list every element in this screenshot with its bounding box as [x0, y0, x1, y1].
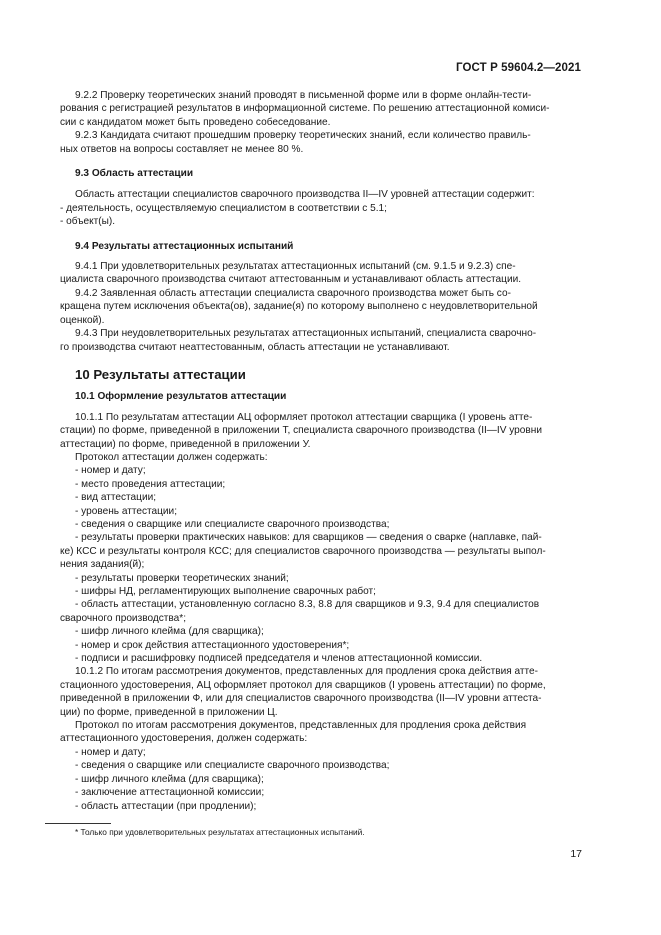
paragraph-9-2-2: 9.2.2 Проверку теоретических знаний проводят в письменной форме или в форме онлайн-тести- — [75, 90, 532, 101]
list-item: - шифр личного клейма (для сварщика); — [75, 773, 264, 785]
paragraph-10-1-2-intro: Протокол по итогам рассмотрения документов, представленных для продления срока действия — [75, 720, 527, 732]
list-item: - заключение аттестационной комиссии; — [75, 787, 265, 799]
footnote: * Только при удовлетворительных результатах аттестационных испытаний. — [75, 827, 365, 837]
paragraph-9-4-3-cont: го производства считают неаттестованным, область аттестации не устанавливают. — [60, 341, 450, 353]
list-item: - номер и срок действия аттестационного удостоверения*; — [75, 639, 350, 651]
paragraph-9-3: Область аттестации специалистов сварочного производства II—IV уровней аттестации содержит: — [75, 189, 535, 201]
paragraph-9-4-2-cont: кращена путем исключения объекта(ов), задание(я) по которому выполнено с неудовлетворительной — [60, 301, 538, 313]
list-item-cont: ке) КСС и результаты контроля КСС; для специалистов сварочного производства — результаты выпол- — [60, 545, 546, 557]
list-item: - шифры НД, регламентирующих выполнение сварочных работ; — [75, 586, 376, 597]
paragraph-9-2-2-cont: рования с регистрацией результатов в информационной системе. По решению аттестационной комиси- — [60, 103, 550, 115]
page-number: 17 — [570, 848, 582, 860]
section-heading-9-4: 9.4 Результаты аттестационных испытаний — [75, 240, 294, 252]
list-item: - уровень аттестации; — [75, 505, 177, 517]
list-item: - подписи и расшифровку подписей председателя и членов аттестационной комиссии. — [75, 653, 483, 665]
list-item-cont: сварочного производства*; — [60, 612, 186, 624]
list-item: - деятельность, осуществляемую специалистом в соответствии с 5.1; — [60, 202, 387, 214]
list-item-cont: нения задания(й); — [60, 559, 145, 571]
section-heading-10-1: 10.1 Оформление результатов аттестации — [75, 391, 287, 403]
paragraph-10-1-2: 10.1.2 По итогам рассмотрения документов, представленных для продления срока действия атте- — [75, 666, 539, 678]
section-heading-9-3: 9.3 Область аттестации — [75, 168, 194, 180]
paragraph-9-2-3-cont: ных ответов на вопросы составляет не менее 80 %. — [60, 143, 304, 155]
paragraph-9-4-3: 9.4.3 При неудовлетворительных результатах аттестационных испытаний, специалиста сварочно- — [75, 328, 537, 340]
list-item: - вид аттестации; — [75, 492, 157, 504]
paragraph-10-1-1-intro: Протокол аттестации должен содержать: — [75, 451, 268, 463]
chapter-heading-10: 10 Результаты аттестации — [75, 366, 246, 382]
list-item: - шифр личного клейма (для сварщика); — [75, 626, 264, 638]
document-header: ГОСТ Р 59604.2—2021 — [456, 62, 581, 74]
paragraph-10-1-2-cont: ции) по форме, приведенной в приложении Ц. — [60, 706, 278, 718]
paragraph-9-2-3: 9.2.3 Кандидата считают прошедшим проверку теоретических знаний, если количество правиль- — [75, 130, 531, 142]
list-item: - номер и дату; — [75, 465, 146, 477]
paragraph-9-4-1: 9.4.1 При удовлетворительных результатах аттестационных испытаний (см. 9.1.5 и 9.2.3) спе- — [75, 261, 516, 273]
paragraph-10-1-1: 10.1.1 По результатам аттестации АЦ оформляет протокол аттестации сварщика (I уровень атте- — [75, 411, 533, 423]
footnote-divider — [45, 823, 111, 824]
list-item: - сведения о сварщике или специалисте сварочного производства; — [75, 518, 390, 530]
list-item: - результаты проверки практических навыков: для сварщиков — сведения о сварке (наплавке, пай- — [75, 532, 542, 544]
paragraph-10-1-2-intro-cont: аттестационного удостоверения, должен содержать: — [60, 733, 308, 745]
list-item: - сведения о сварщике или специалисте сварочного производства; — [75, 760, 390, 772]
list-item: - область аттестации, установленную согласно 8.3, 8.8 для сварщиков и 9.3, 9.4 для специалистов — [75, 599, 540, 611]
paragraph-10-1-1-cont: стации) по форме, приведенной в приложении Т, специалиста сварочного производства (II—IV уровни — [60, 425, 542, 437]
paragraph-10-1-1-cont: аттестации) по форме, приведенной в приложении У. — [60, 438, 311, 450]
paragraph-9-2-2-cont: сии с кандидатом может быть проведено собеседование. — [60, 116, 331, 128]
paragraph-10-1-2-cont: приведенной в приложении Ф, или для специалистов сварочного производства (II—IV уровни аттеста- — [60, 693, 542, 705]
paragraph-9-4-2-cont: оценкой). — [60, 314, 105, 326]
paragraph-9-4-1-cont: циалиста сварочного производства считают аттестованным и устанавливают область аттестации. — [60, 274, 522, 286]
paragraph-10-1-2-cont: стационного удостоверения, АЦ оформляет протокол для сварщиков (I уровень аттестации) по форме, — [60, 679, 546, 691]
list-item: - результаты проверки теоретических знаний; — [75, 572, 289, 584]
list-item: - объект(ы). — [60, 216, 116, 228]
paragraph-9-4-2: 9.4.2 Заявленная область аттестации специалиста сварочного производства может быть со- — [75, 287, 511, 299]
list-item: - место проведения аттестации; — [75, 478, 226, 490]
list-item: - номер и дату; — [75, 746, 146, 758]
list-item: - область аттестации (при продлении); — [75, 800, 257, 812]
page-body — [60, 89, 587, 813]
